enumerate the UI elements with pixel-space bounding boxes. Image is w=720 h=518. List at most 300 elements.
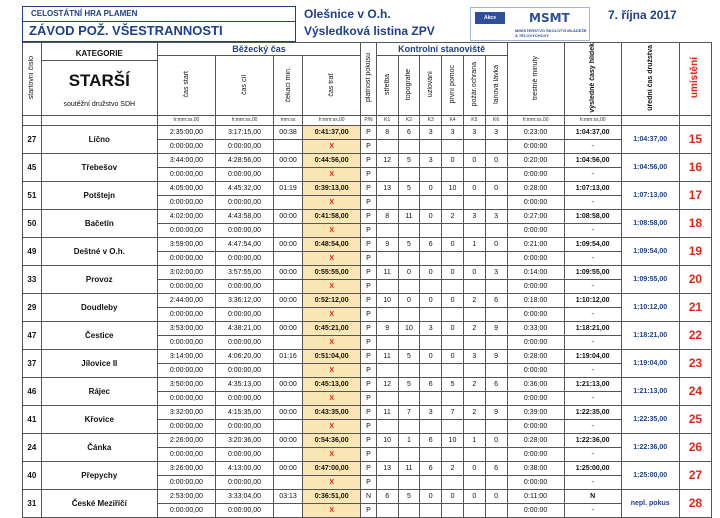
final-time: - <box>564 307 621 321</box>
checkpoint-k1 <box>376 251 398 265</box>
finish-time: 0:00:00,00 <box>215 195 273 209</box>
final-time: 1:19:04,00 <box>564 349 621 363</box>
logo-mark: MSMT <box>529 11 570 25</box>
attempt-validity: P <box>361 503 377 517</box>
checkpoint-k1 <box>376 503 398 517</box>
checkpoint-k2: 11 <box>398 209 420 223</box>
finish-time: 0:00:00,00 <box>215 167 273 181</box>
checkpoint-k3 <box>420 475 442 489</box>
checkpoint-k4: 2 <box>442 209 464 223</box>
checkpoint-k4 <box>442 475 464 489</box>
checkpoint-k2 <box>398 447 420 461</box>
checkpoint-k6 <box>485 167 507 181</box>
penalty-minutes: 0:36:00 <box>507 377 564 391</box>
sponsor-logo <box>470 7 590 41</box>
checkpoint-k2 <box>398 167 420 181</box>
start-number: 31 <box>23 489 42 517</box>
col-cekaci: čekací min. <box>274 56 303 115</box>
checkpoint-k5: 0 <box>463 489 485 503</box>
penalty-minutes: 0:00:00 <box>507 139 564 153</box>
checkpoint-k4 <box>442 363 464 377</box>
penalty-minutes: 0:00:00 <box>507 391 564 405</box>
attempt-validity: P <box>361 349 377 363</box>
checkpoint-k4: 5 <box>442 377 464 391</box>
checkpoint-k2: 1 <box>398 433 420 447</box>
finish-time: 0:00:00,00 <box>215 223 273 237</box>
org-line: CELOSTÁTNÍ HRA PLAMEN <box>23 7 295 22</box>
final-time: - <box>564 335 621 349</box>
finish-time: 4:38:21,00 <box>215 321 273 335</box>
checkpoint-k3 <box>420 363 442 377</box>
competition-title: ZÁVOD POŽ. VŠESTRANNOSTI <box>29 23 223 38</box>
waiting-minutes: 00:00 <box>274 461 303 475</box>
finish-time: 0:00:00,00 <box>215 503 273 517</box>
start-number: 40 <box>23 461 42 489</box>
course-time: X <box>303 447 361 461</box>
results-table <box>22 42 712 518</box>
waiting-minutes: 00:00 <box>274 293 303 307</box>
start-time: 0:00:00,00 <box>157 195 215 209</box>
start-time: 0:00:00,00 <box>157 447 215 461</box>
placement: 28 <box>679 489 711 517</box>
checkpoint-k1: 11 <box>376 405 398 419</box>
finish-time: 3:20:36,00 <box>215 433 273 447</box>
checkpoint-k6 <box>485 251 507 265</box>
penalty-minutes: 0:14:00 <box>507 265 564 279</box>
placement: 16 <box>679 153 711 181</box>
checkpoint-k6: 3 <box>485 209 507 223</box>
start-time: 2:26:00,00 <box>157 433 215 447</box>
placement: 15 <box>679 125 711 153</box>
attempt-validity: P <box>361 237 377 251</box>
finish-time: 0:00:00,00 <box>215 419 273 433</box>
official-time: 1:04:56,00 <box>621 153 679 181</box>
checkpoint-k6 <box>485 503 507 517</box>
table-row <box>23 433 712 447</box>
checkpoint-k2: 7 <box>398 405 420 419</box>
start-number: 46 <box>23 377 42 405</box>
finish-time: 0:00:00,00 <box>215 475 273 489</box>
checkpoint-k6: 0 <box>485 433 507 447</box>
finish-time: 3:57:55,00 <box>215 265 273 279</box>
final-time: - <box>564 167 621 181</box>
checkpoint-k3 <box>420 419 442 433</box>
final-time: 1:22:36,00 <box>564 433 621 447</box>
checkpoint-k3 <box>420 251 442 265</box>
finish-time: 0:00:00,00 <box>215 447 273 461</box>
checkpoint-k3: 0 <box>420 349 442 363</box>
checkpoint-k1: 9 <box>376 321 398 335</box>
finish-time: 4:35:13,00 <box>215 377 273 391</box>
penalty-minutes: 0:39:00 <box>507 405 564 419</box>
col-cas-trat: čas trať <box>303 56 361 115</box>
checkpoint-k2 <box>398 335 420 349</box>
checkpoint-k3: 6 <box>420 461 442 475</box>
start-number: 49 <box>23 237 42 265</box>
checkpoint-k1 <box>376 447 398 461</box>
checkpoint-k4 <box>442 279 464 293</box>
penalty-minutes: 0:00:00 <box>507 475 564 489</box>
checkpoint-k3 <box>420 279 442 293</box>
start-time: 3:53:00,00 <box>157 321 215 335</box>
start-time: 3:44:00,00 <box>157 153 215 167</box>
final-time: - <box>564 223 621 237</box>
checkpoint-k4 <box>442 307 464 321</box>
official-time: 1:08:58,00 <box>621 209 679 237</box>
checkpoint-k5 <box>463 475 485 489</box>
attempt-validity: N <box>361 489 377 503</box>
course-time: 0:45:21,00 <box>303 321 361 335</box>
checkpoint-k4: 3 <box>442 125 464 139</box>
checkpoint-k2: 0 <box>398 265 420 279</box>
attempt-validity: P <box>361 279 377 293</box>
official-time: 1:18:21,00 <box>621 321 679 349</box>
checkpoint-k4: 0 <box>442 489 464 503</box>
start-time: 3:02:00,00 <box>157 265 215 279</box>
checkpoint-k2 <box>398 223 420 237</box>
finish-time: 4:45:32,00 <box>215 181 273 195</box>
attempt-validity: P <box>361 335 377 349</box>
checkpoint-k1 <box>376 391 398 405</box>
course-time: 0:45:13,00 <box>303 377 361 391</box>
waiting-minutes <box>274 195 303 209</box>
venue-block <box>304 7 435 38</box>
final-time: - <box>564 251 621 265</box>
penalty-minutes: 0:33:00 <box>507 321 564 335</box>
start-number: 33 <box>23 265 42 293</box>
col-kategorie: KATEGORIE STARŠÍ soutěžní družstvo SDH <box>41 43 157 116</box>
course-time: 0:41:58,00 <box>303 209 361 223</box>
start-number: 50 <box>23 209 42 237</box>
checkpoint-k5 <box>463 307 485 321</box>
checkpoint-k5: 0 <box>463 153 485 167</box>
final-time: - <box>564 475 621 489</box>
checkpoint-k6 <box>485 195 507 209</box>
start-time: 3:14:00,00 <box>157 349 215 363</box>
table-row <box>23 377 712 391</box>
start-time: 0:00:00,00 <box>157 391 215 405</box>
checkpoint-k1: 8 <box>376 209 398 223</box>
waiting-minutes <box>274 503 303 517</box>
start-time: 2:53:00,00 <box>157 489 215 503</box>
start-time: 0:00:00,00 <box>157 419 215 433</box>
checkpoint-k2: 5 <box>398 237 420 251</box>
final-time: - <box>564 363 621 377</box>
course-time: X <box>303 419 361 433</box>
logo-badge: Akce podpořena <box>475 12 505 24</box>
table-row <box>23 321 712 335</box>
checkpoint-k1 <box>376 139 398 153</box>
checkpoint-k1: 9 <box>376 237 398 251</box>
placement: 24 <box>679 377 711 405</box>
team-name: Jílovice II <box>41 349 157 377</box>
waiting-minutes: 00:00 <box>274 209 303 223</box>
attempt-validity: P <box>361 363 377 377</box>
attempt-validity: P <box>361 405 377 419</box>
checkpoint-k6 <box>485 363 507 377</box>
start-time: 0:00:00,00 <box>157 363 215 377</box>
col-start-no: startovní číslo <box>23 43 42 116</box>
course-time: 0:51:04,00 <box>303 349 361 363</box>
checkpoint-k4 <box>442 419 464 433</box>
penalty-minutes: 0:00:00 <box>507 307 564 321</box>
waiting-minutes <box>274 363 303 377</box>
col-k2: topografie <box>398 56 420 115</box>
checkpoint-k2 <box>398 279 420 293</box>
start-time: 4:02:00,00 <box>157 209 215 223</box>
checkpoint-k5: 1 <box>463 237 485 251</box>
attempt-validity: P <box>361 419 377 433</box>
checkpoint-k3 <box>420 335 442 349</box>
checkpoint-k4: 0 <box>442 237 464 251</box>
start-time: 3:50:00,00 <box>157 377 215 391</box>
checkpoint-k2: 0 <box>398 293 420 307</box>
official-time: 1:22:36,00 <box>621 433 679 461</box>
finish-time: 0:00:00,00 <box>215 335 273 349</box>
finish-time: 4:47:54,00 <box>215 237 273 251</box>
waiting-minutes <box>274 307 303 321</box>
checkpoint-k2: 5 <box>398 377 420 391</box>
checkpoint-k4: 0 <box>442 349 464 363</box>
checkpoint-k6 <box>485 139 507 153</box>
col-k1: střelba <box>376 56 398 115</box>
checkpoint-k2: 5 <box>398 489 420 503</box>
team-name: České Meziříčí <box>41 489 157 517</box>
checkpoint-k6: 6 <box>485 293 507 307</box>
attempt-validity: P <box>361 153 377 167</box>
final-time: - <box>564 391 621 405</box>
finish-time: 0:00:00,00 <box>215 391 273 405</box>
waiting-minutes: 00:38 <box>274 125 303 139</box>
sheet-subtitle: Výsledková listina ZPV <box>304 24 435 38</box>
group-kontrolni: Kontrolní stanoviště <box>376 43 507 56</box>
waiting-minutes <box>274 251 303 265</box>
checkpoint-k3: 0 <box>420 209 442 223</box>
waiting-minutes <box>274 447 303 461</box>
attempt-validity: P <box>361 167 377 181</box>
checkpoint-k1: 10 <box>376 433 398 447</box>
checkpoint-k5 <box>463 167 485 181</box>
checkpoint-k5: 3 <box>463 125 485 139</box>
waiting-minutes <box>274 475 303 489</box>
attempt-validity: P <box>361 265 377 279</box>
course-time: X <box>303 251 361 265</box>
checkpoint-k2: 11 <box>398 461 420 475</box>
attempt-validity: P <box>361 181 377 195</box>
official-time: nepl. pokus <box>621 489 679 517</box>
attempt-validity: P <box>361 433 377 447</box>
checkpoint-k1: 11 <box>376 265 398 279</box>
checkpoint-k4: 10 <box>442 181 464 195</box>
penalty-minutes: 0:00:00 <box>507 335 564 349</box>
checkpoint-k3 <box>420 447 442 461</box>
course-time: 0:39:13,00 <box>303 181 361 195</box>
checkpoint-k5: 3 <box>463 209 485 223</box>
course-time: X <box>303 195 361 209</box>
course-time: X <box>303 307 361 321</box>
checkpoint-k6: 0 <box>485 237 507 251</box>
attempt-validity: P <box>361 251 377 265</box>
penalty-minutes: 0:00:00 <box>507 195 564 209</box>
course-time: 0:52:12,00 <box>303 293 361 307</box>
final-time: - <box>564 195 621 209</box>
checkpoint-k3 <box>420 139 442 153</box>
waiting-minutes: 00:00 <box>274 321 303 335</box>
checkpoint-k5 <box>463 223 485 237</box>
course-time: 0:43:35,00 <box>303 405 361 419</box>
table-row <box>23 153 712 167</box>
table-head <box>23 43 712 126</box>
attempt-validity: P <box>361 293 377 307</box>
finish-time: 3:36:12,00 <box>215 293 273 307</box>
team-name: Přepychy <box>41 461 157 489</box>
penalty-minutes: 0:00:00 <box>507 279 564 293</box>
checkpoint-k1 <box>376 195 398 209</box>
penalty-minutes: 0:28:00 <box>507 349 564 363</box>
finish-time: 4:43:58,00 <box>215 209 273 223</box>
start-time: 0:00:00,00 <box>157 251 215 265</box>
placement: 21 <box>679 293 711 321</box>
checkpoint-k5 <box>463 195 485 209</box>
checkpoint-k2: 5 <box>398 349 420 363</box>
team-name: Čánka <box>41 433 157 461</box>
checkpoint-k5 <box>463 391 485 405</box>
team-name: Třebešov <box>41 153 157 181</box>
course-time: X <box>303 503 361 517</box>
team-name: Čestice <box>41 321 157 349</box>
checkpoint-k1: 11 <box>376 349 398 363</box>
table-row <box>23 237 712 251</box>
start-number: 27 <box>23 125 42 153</box>
checkpoint-k2 <box>398 363 420 377</box>
final-time: 1:04:56,00 <box>564 153 621 167</box>
penalty-minutes: 0:00:00 <box>507 363 564 377</box>
checkpoint-k4 <box>442 391 464 405</box>
attempt-validity: P <box>361 125 377 139</box>
checkpoint-k6: 9 <box>485 349 507 363</box>
table-row <box>23 125 712 139</box>
placement: 26 <box>679 433 711 461</box>
checkpoint-k1 <box>376 167 398 181</box>
penalty-minutes: 0:21:00 <box>507 237 564 251</box>
team-name: Potštejn <box>41 181 157 209</box>
checkpoint-k1 <box>376 307 398 321</box>
checkpoint-k6: 6 <box>485 377 507 391</box>
penalty-minutes: 0:00:00 <box>507 503 564 517</box>
checkpoint-k1: 12 <box>376 377 398 391</box>
checkpoint-k4 <box>442 503 464 517</box>
checkpoint-k1 <box>376 419 398 433</box>
checkpoint-k5 <box>463 251 485 265</box>
checkpoint-k5: 0 <box>463 461 485 475</box>
placement: 23 <box>679 349 711 377</box>
table-row <box>23 461 712 475</box>
checkpoint-k6: 6 <box>485 461 507 475</box>
official-time: 1:09:55,00 <box>621 265 679 293</box>
checkpoint-k5 <box>463 139 485 153</box>
team-name: Rájec <box>41 377 157 405</box>
waiting-minutes <box>274 391 303 405</box>
start-number: 45 <box>23 153 42 181</box>
course-time: X <box>303 223 361 237</box>
penalty-minutes: 0:11:00 <box>507 489 564 503</box>
final-time: 1:10:12,00 <box>564 293 621 307</box>
checkpoint-k1 <box>376 475 398 489</box>
penalty-minutes: 0:00:00 <box>507 447 564 461</box>
finish-time: 0:00:00,00 <box>215 139 273 153</box>
checkpoint-k2 <box>398 475 420 489</box>
checkpoint-k6 <box>485 335 507 349</box>
col-k4: první pomoc <box>442 56 464 115</box>
attempt-validity: P <box>361 307 377 321</box>
checkpoint-k2 <box>398 307 420 321</box>
finish-time: 3:33:04,00 <box>215 489 273 503</box>
start-time: 0:00:00,00 <box>157 223 215 237</box>
checkpoint-k3 <box>420 307 442 321</box>
placement: 17 <box>679 181 711 209</box>
waiting-minutes <box>274 139 303 153</box>
placement: 27 <box>679 461 711 489</box>
checkpoint-k4: 0 <box>442 265 464 279</box>
start-time: 3:32:00,00 <box>157 405 215 419</box>
finish-time: 4:06:20,00 <box>215 349 273 363</box>
checkpoint-k1: 6 <box>376 489 398 503</box>
attempt-validity: P <box>361 321 377 335</box>
checkpoint-k6: 0 <box>485 181 507 195</box>
checkpoint-k4 <box>442 139 464 153</box>
checkpoint-k6: 9 <box>485 405 507 419</box>
penalty-minutes: 0:18:00 <box>507 293 564 307</box>
attempt-validity: P <box>361 195 377 209</box>
checkpoint-k5: 3 <box>463 349 485 363</box>
penalty-minutes: 0:28:00 <box>507 181 564 195</box>
finish-time: 3:17:15,00 <box>215 125 273 139</box>
penalty-minutes: 0:00:00 <box>507 419 564 433</box>
table-row <box>23 265 712 279</box>
checkpoint-k3: 0 <box>420 293 442 307</box>
checkpoint-k5: 0 <box>463 265 485 279</box>
attempt-validity: P <box>361 447 377 461</box>
checkpoint-k3: 3 <box>420 321 442 335</box>
checkpoint-k4: 0 <box>442 293 464 307</box>
checkpoint-k1: 13 <box>376 181 398 195</box>
penalty-minutes: 0:28:00 <box>507 433 564 447</box>
checkpoint-k5: 2 <box>463 321 485 335</box>
checkpoint-k4: 0 <box>442 321 464 335</box>
checkpoint-k6 <box>485 307 507 321</box>
table-row <box>23 209 712 223</box>
waiting-minutes: 00:00 <box>274 377 303 391</box>
checkpoint-k5 <box>463 447 485 461</box>
checkpoint-k3: 6 <box>420 237 442 251</box>
checkpoint-k2: 5 <box>398 153 420 167</box>
start-number: 24 <box>23 433 42 461</box>
final-time: - <box>564 447 621 461</box>
checkpoint-k1: 8 <box>376 125 398 139</box>
course-time: 0:47:00,00 <box>303 461 361 475</box>
checkpoint-k4: 2 <box>442 461 464 475</box>
checkpoint-k2: 10 <box>398 321 420 335</box>
checkpoint-k3: 3 <box>420 153 442 167</box>
waiting-minutes: 00:00 <box>274 433 303 447</box>
checkpoint-k1 <box>376 223 398 237</box>
sheet-header <box>22 6 712 40</box>
checkpoint-k5 <box>463 335 485 349</box>
checkpoint-k5: 0 <box>463 181 485 195</box>
course-time: 0:55:55,00 <box>303 265 361 279</box>
attempt-validity: P <box>361 139 377 153</box>
final-time: 1:25:00,00 <box>564 461 621 475</box>
